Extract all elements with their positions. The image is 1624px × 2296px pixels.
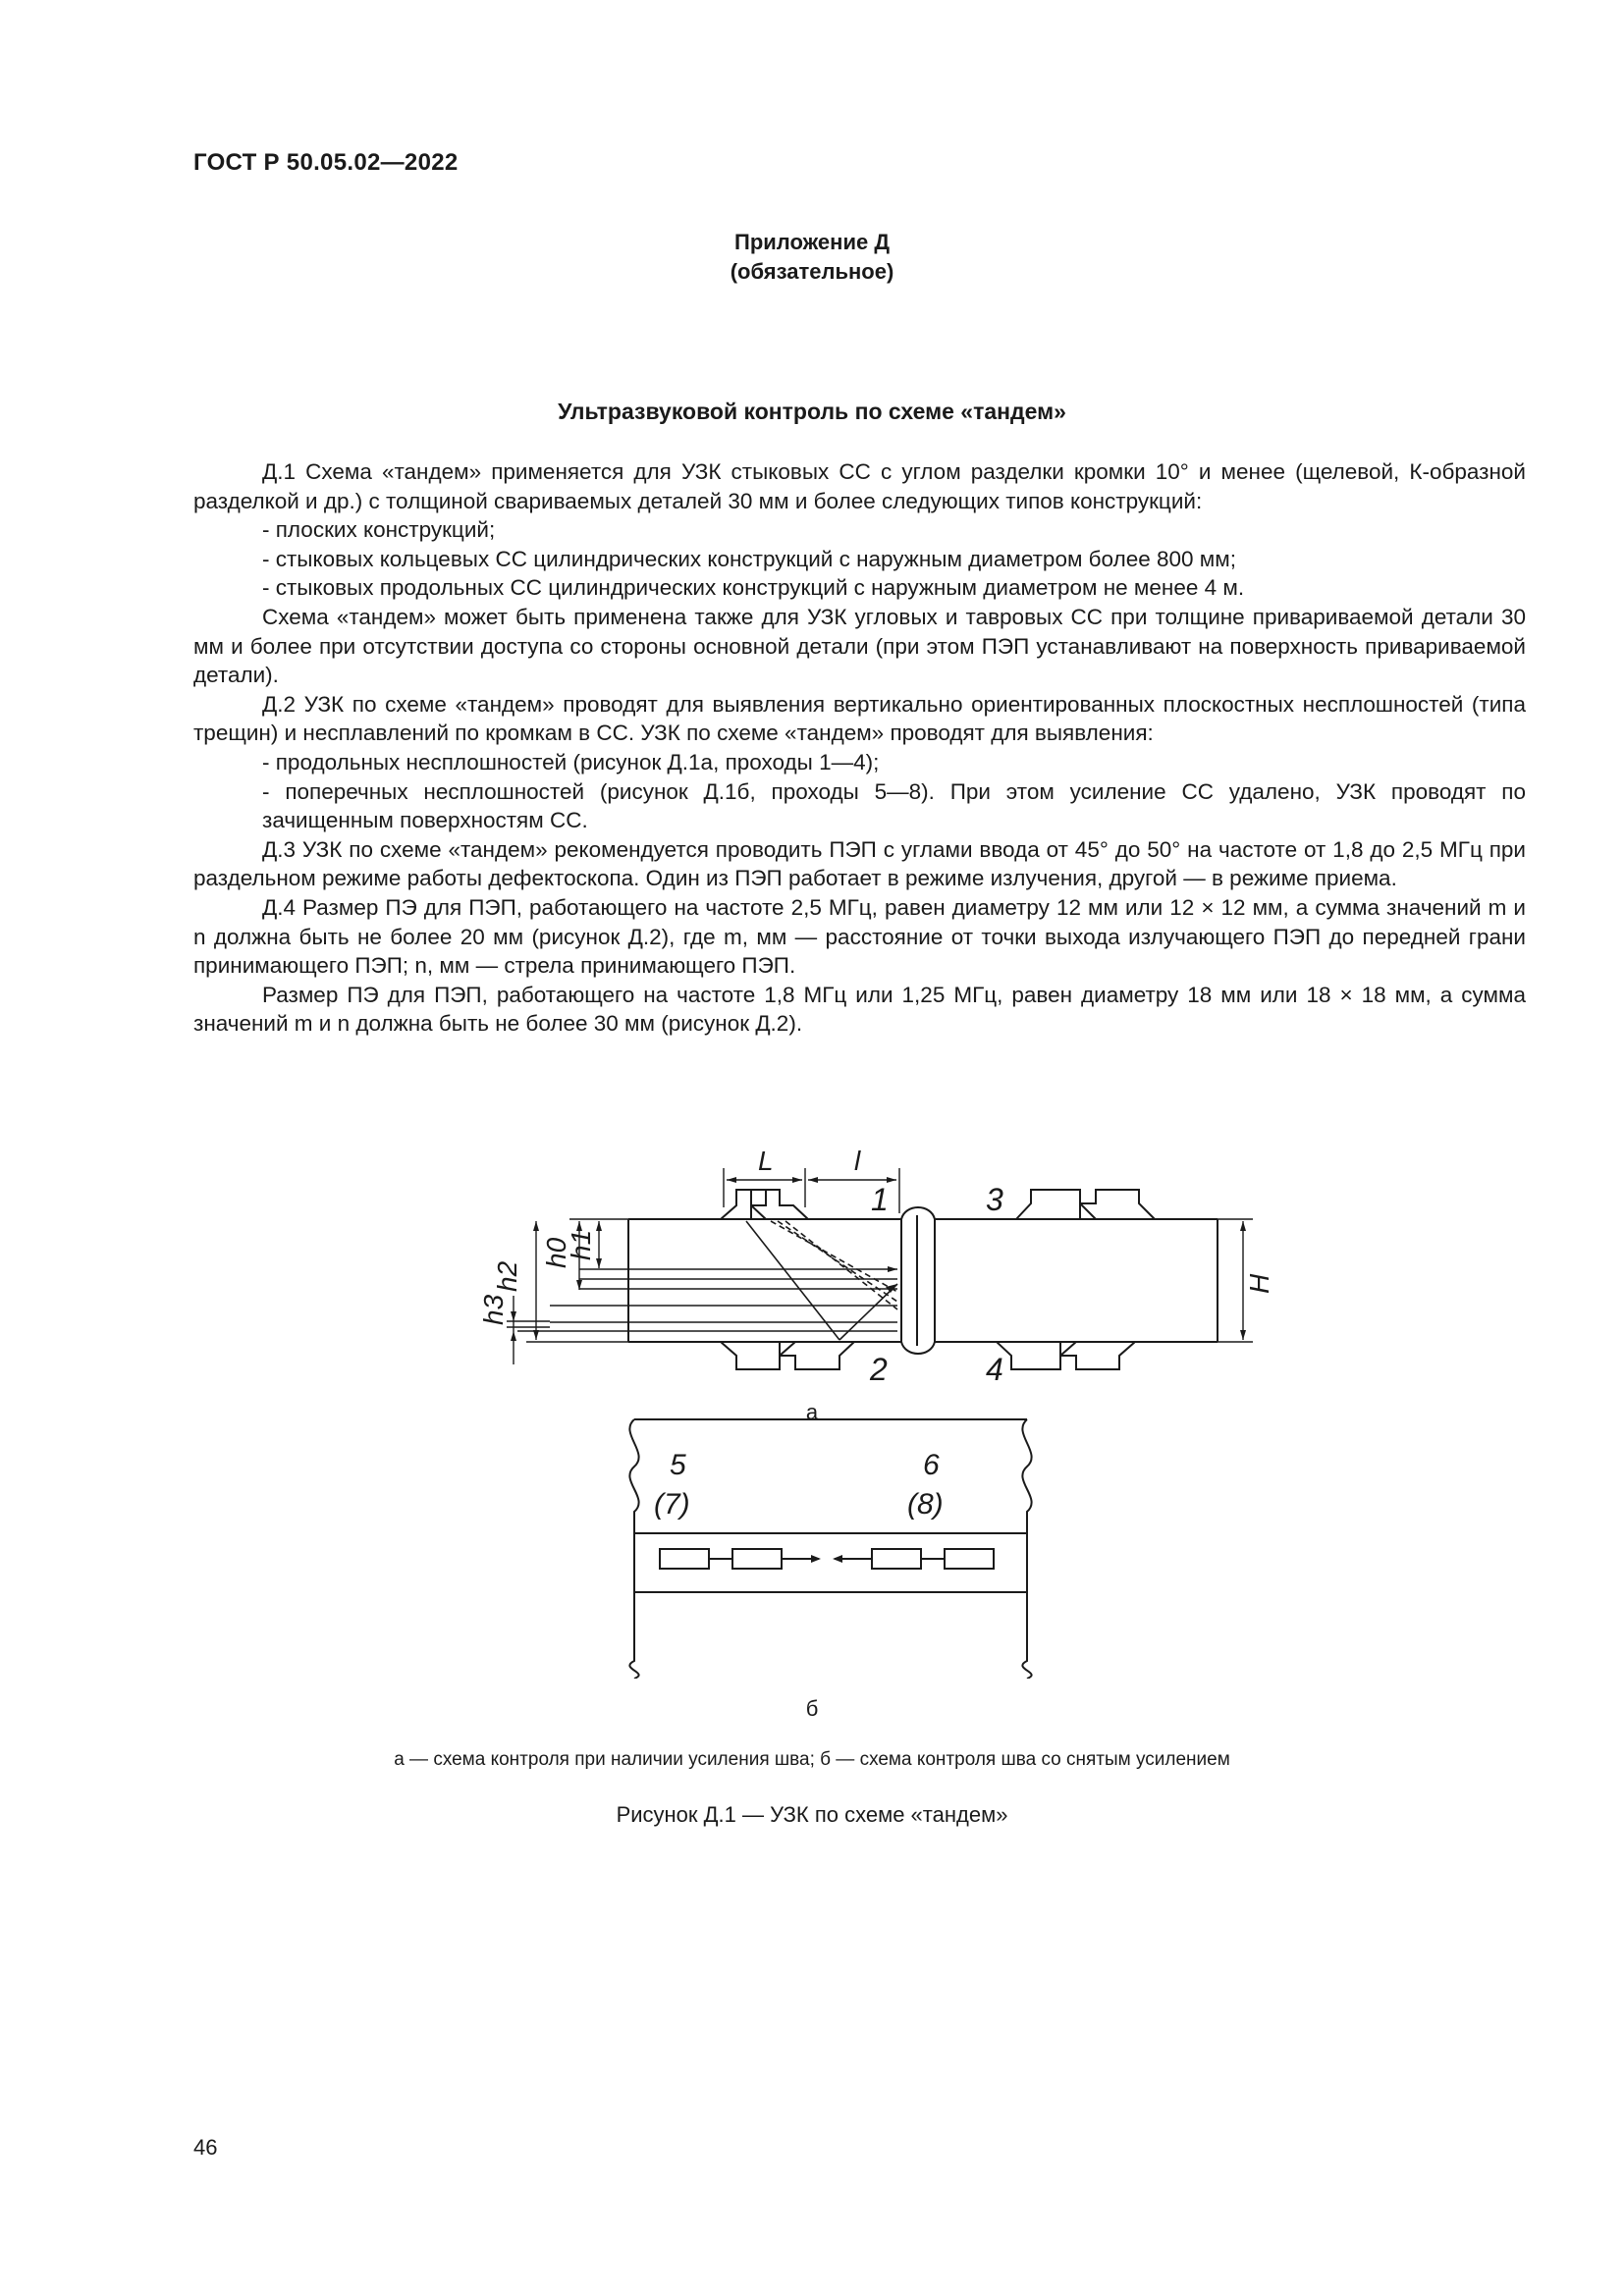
pass-label-5: 5 <box>670 1449 686 1481</box>
list-item: - продольных несплошностей (рисунок Д.1а, проходы 1—4); <box>262 749 880 774</box>
label-h2: h2 <box>492 1260 522 1292</box>
probe-6 <box>872 1549 921 1569</box>
figure-a-caption: а <box>805 1400 819 1424</box>
list-item: - стыковых кольцевых СС цилиндрических конструкций с наружным диаметром более 800 мм; <box>262 546 1236 571</box>
beam-path <box>785 1221 897 1309</box>
pass-label-4: 4 <box>986 1352 1003 1387</box>
label-l: l <box>854 1146 861 1176</box>
paragraph-d2: Д.2 УЗК по схеме «тандем» проводят для выявления вертикально ориентированных плоскостных несплошностей (типа трещин) и несплавлений по кромкам в СС. УЗК по схеме «тандем» проводят для выявления: <box>193 691 1526 746</box>
figure-b-caption: б <box>805 1696 819 1721</box>
annex-heading <box>0 228 1624 287</box>
probe-5 <box>660 1549 709 1569</box>
label-H: H <box>1244 1273 1274 1294</box>
paragraph-d4: Д.4 Размер ПЭ для ПЭП, работающего на частоте 2,5 МГц, равен диаметру 12 мм или 12 × 12 мм, а сумма значений m и n должна быть не более 20 мм (рисунок Д.2), где m, мм — расстояние от точки выхода излучающего ПЭП до передней грани принимающего ПЭП; n, мм — стрела принимающего ПЭП. <box>193 894 1526 979</box>
probe-8 <box>945 1549 994 1569</box>
pass-label-1: 1 <box>871 1182 889 1217</box>
figure-a-diagram <box>432 1099 1296 1404</box>
figure-legend: а — схема контроля при наличии усиления шва; б — схема контроля шва со снятым усилением <box>394 1749 1230 1770</box>
annex-title: Приложение Д <box>734 230 890 254</box>
figure-b-diagram <box>589 1414 1041 1679</box>
paragraph: Размер ПЭ для ПЭП, работающего на частоте 1,8 МГц или 1,25 МГц, равен диаметру 18 мм или 18 × 18 мм, а сумма значений m и n должна быть не более 30 мм (рисунок Д.2). <box>193 982 1526 1037</box>
pass-label-8: (8) <box>907 1488 944 1521</box>
list-item: - поперечных несплошностей (рисунок Д.1б, проходы 5—8). При этом усиление СС удалено, УЗК проводят по зачищенным поверхностям СС. <box>262 778 1526 833</box>
plate-left-break <box>629 1419 638 1679</box>
pass-label-2: 2 <box>870 1352 888 1387</box>
body-text <box>193 457 1526 1039</box>
paragraph-d1: Д.1 Схема «тандем» применяется для УЗК стыковых СС с углом разделки кромки 10° и менее (щелевой, К-образной разделкой и др.) с толщиной свариваемых деталей 30 мм и более следующих типов конструкций: <box>193 459 1526 513</box>
probe-top-left-2 <box>751 1190 808 1219</box>
label-L: L <box>758 1146 774 1176</box>
pass-label-3: 3 <box>986 1182 1003 1217</box>
section-title: Ультразвуковой контроль по схеме «тандем» <box>558 399 1066 424</box>
label-h1: h1 <box>566 1229 596 1260</box>
annex-status: (обязательное) <box>730 259 894 284</box>
page-number: 46 <box>193 2135 218 2160</box>
list-item: - плоских конструкций; <box>262 517 496 543</box>
paragraph-d3: Д.3 УЗК по схеме «тандем» рекомендуется проводить ПЭП с углами ввода от 45° до 50° на частоте от 1,8 до 2,5 МГц при раздельном режиме работы дефектоскопа. Один из ПЭП работает в режиме излучения, другой — в режиме приема. <box>193 836 1526 891</box>
beam-path <box>771 1221 897 1292</box>
list-item: - стыковых продольных СС цилиндрических конструкций с наружным диаметром не менее 4 м. <box>262 575 1245 601</box>
label-h0: h0 <box>541 1237 571 1268</box>
pass-label-6: 6 <box>923 1449 940 1481</box>
document-code: ГОСТ Р 50.05.02—2022 <box>193 149 459 176</box>
paragraph: Схема «тандем» может быть применена также для УЗК угловых и тавровых СС при толщине привариваемой детали 30 мм и более при отсутствии доступа со стороны основной детали (при этом ПЭП устанавливают на поверхность привариваемой детали). <box>193 604 1526 688</box>
label-h3: h3 <box>478 1294 509 1325</box>
figure-title: Рисунок Д.1 — УЗК по схеме «тандем» <box>616 1802 1008 1827</box>
probe-7 <box>732 1549 782 1569</box>
plate-right-break <box>1022 1419 1031 1679</box>
pass-label-7: (7) <box>654 1488 690 1521</box>
